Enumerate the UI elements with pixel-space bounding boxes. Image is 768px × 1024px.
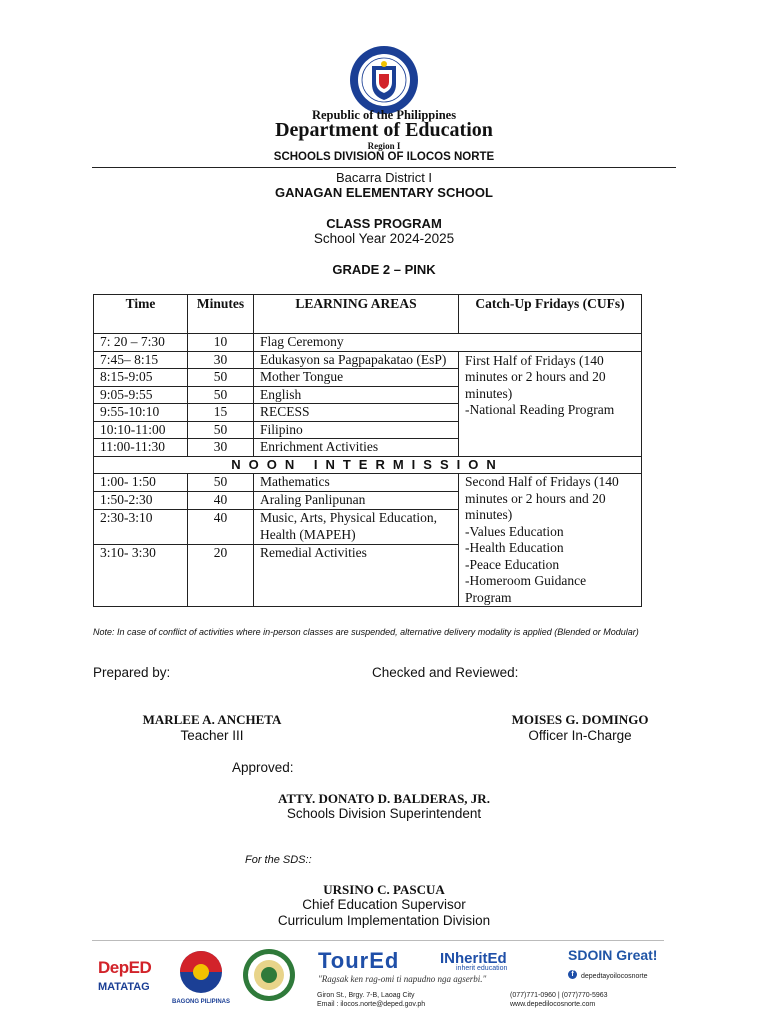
school-year: School Year 2024-2025: [313, 231, 455, 246]
time-cell: 7:45– 8:15: [94, 351, 188, 369]
inherited-subtext: inherit education: [456, 965, 508, 972]
prepared-by-label: Prepared by:: [93, 665, 171, 680]
preparer-name: MARLEE A. ANCHETA: [142, 712, 282, 727]
district-line: Bacarra District I: [335, 170, 433, 185]
department-title: Department of Education: [275, 119, 493, 141]
bagong-pilipinas-emblem-icon: [179, 950, 223, 994]
approved-label: Approved:: [232, 760, 294, 775]
region-line: Region I: [367, 141, 401, 151]
footer-address: Giron St., Brgy. 7-B, Laoag City: [317, 992, 415, 999]
school-name: GANAGAN ELEMENTARY SCHOOL: [275, 185, 493, 200]
minutes-cell: 40: [188, 510, 254, 545]
for-sds-label: For the SDS::: [245, 854, 312, 866]
republic-line: Republic of the Philippines: [311, 108, 457, 122]
cuf-second-half-cell: Second Half of Fridays (140 minutes or 2 hours and 20 minutes) -Values Education -Health Education -Peace Education -Homeroom Guidance Program: [459, 474, 642, 607]
checker-role: Officer In-Charge: [528, 728, 632, 743]
minutes-cell: 10: [188, 334, 254, 352]
class-program-table: [93, 294, 642, 607]
deped-seal-logo: [348, 44, 420, 116]
area-cell: Enrichment Activities: [254, 439, 459, 457]
table-row: [94, 351, 642, 369]
approver-name: ATTY. DONATO D. BALDERAS, JR.: [278, 791, 490, 806]
area-cell: Remedial Activities: [254, 545, 459, 607]
sds-role-line1: Chief Education Supervisor: [302, 897, 466, 912]
sds-role-line2: Curriculum Implementation Division: [277, 913, 491, 928]
minutes-cell: 30: [188, 351, 254, 369]
time-cell: 1:00- 1:50: [94, 474, 188, 492]
division-seal-icon: [242, 948, 296, 1002]
area-cell: RECESS: [254, 404, 459, 422]
minutes-cell: 50: [188, 386, 254, 404]
area-cell: Mother Tongue: [254, 369, 459, 387]
header-catch-up-fridays: Catch-Up Fridays (CUFs): [459, 295, 642, 334]
area-cell: Flag Ceremony: [254, 334, 642, 352]
header-time: Time: [94, 295, 188, 334]
time-cell: 8:15-9:05: [94, 369, 188, 387]
area-cell: English: [254, 386, 459, 404]
inherited-wordmark: INheritEd: [440, 950, 507, 967]
table-row: [94, 474, 642, 492]
toured-wordmark: TourEd: [318, 948, 400, 973]
table-header-row: [94, 295, 642, 334]
time-cell: 9:55-10:10: [94, 404, 188, 422]
header-divider: [92, 167, 676, 168]
area-cell: Edukasyon sa Pagpapakatao (EsP): [254, 351, 459, 369]
cuf-first-half-cell: First Half of Fridays (140 minutes or 2 hours and 20 minutes) -National Reading Program: [459, 351, 642, 456]
header-minutes: Minutes: [188, 295, 254, 334]
matatag-wordmark: MATATAG: [98, 981, 150, 993]
facebook-handle: depedtayoilocosnorte: [581, 973, 648, 980]
minutes-cell: 20: [188, 545, 254, 607]
facebook-handle-row: [568, 965, 668, 983]
minutes-cell: 40: [188, 492, 254, 510]
area-cell: Mathematics: [254, 474, 459, 492]
area-cell: Araling Panlipunan: [254, 492, 459, 510]
area-cell: Music, Arts, Physical Education, Health (MAPEH): [254, 510, 459, 545]
bagong-pilipinas-text: BAGONG PILIPINAS: [171, 999, 230, 1005]
time-cell: 9:05-9:55: [94, 386, 188, 404]
time-cell: 3:10- 3:30: [94, 545, 188, 607]
area-cell: Filipino: [254, 421, 459, 439]
footer-divider: [92, 940, 664, 941]
footer-email: Email : ilocos.norte@deped.gov.ph: [317, 1001, 426, 1008]
bagong-pilipinas-logo: [170, 950, 232, 1005]
footer-website: www.depedilocosnorte.com: [510, 1001, 596, 1008]
checker-name: MOISES G. DOMINGO: [511, 712, 649, 727]
deped-wordmark: DepED: [98, 958, 152, 977]
facebook-icon: f: [568, 970, 577, 979]
preparer-role: Teacher III: [180, 728, 244, 743]
minutes-cell: 15: [188, 404, 254, 422]
deped-matatag-logo: [98, 958, 162, 993]
minutes-cell: 50: [188, 421, 254, 439]
approver-role: Schools Division Superintendent: [286, 806, 482, 821]
inherited-logo: [440, 950, 540, 972]
minutes-cell: 50: [188, 474, 254, 492]
document-title: CLASS PROGRAM: [326, 216, 442, 231]
sdoin-wordmark: SDOIN Great!: [568, 947, 658, 963]
grade-section: GRADE 2 – PINK: [332, 262, 436, 277]
table-row: [94, 334, 642, 352]
time-cell: 1:50-2:30: [94, 492, 188, 510]
division-line: SCHOOLS DIVISION OF ILOCOS NORTE: [273, 151, 495, 163]
noon-intermission-row: [94, 456, 642, 474]
time-cell: 7: 20 – 7:30: [94, 334, 188, 352]
checked-reviewed-label: Checked and Reviewed:: [372, 665, 519, 680]
sdoin-great-logo: [568, 948, 668, 983]
footer-phone: (077)771-0960 | (077)770-5963: [510, 992, 608, 999]
noon-intermission: NOON INTERMISSION: [94, 456, 642, 474]
time-cell: 2:30-3:10: [94, 510, 188, 545]
time-cell: 10:10-11:00: [94, 421, 188, 439]
minutes-cell: 30: [188, 439, 254, 457]
minutes-cell: 50: [188, 369, 254, 387]
modality-note: Note: In case of conflict of activities where in-person classes are suspended, alternative delivery modality is applied (Blended or Modular): [93, 627, 639, 637]
toured-tagline: "Ragsak ken rag-omi ti napudno nga agserbi.": [318, 974, 487, 984]
header-learning-areas: LEARNING AREAS: [254, 295, 459, 334]
sds-name: URSINO C. PASCUA: [323, 882, 445, 897]
time-cell: 11:00-11:30: [94, 439, 188, 457]
